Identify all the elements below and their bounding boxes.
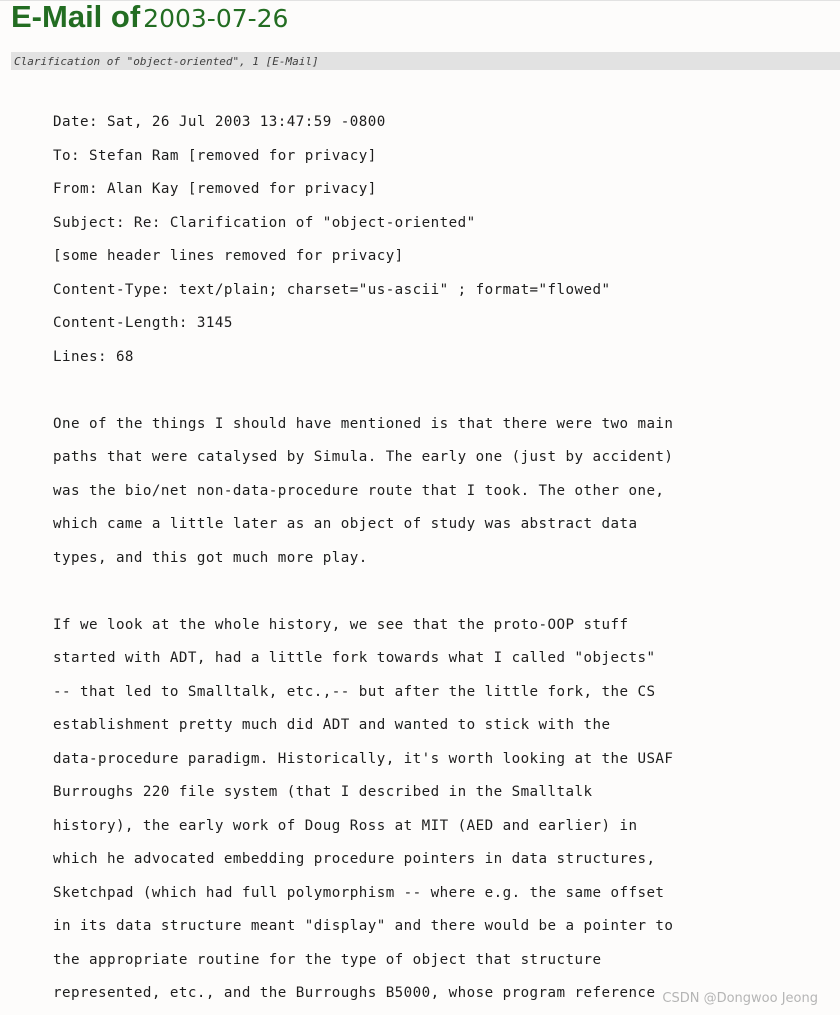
page-title-date: 2003-07-26 <box>143 4 289 33</box>
body-line: One of the things I should have mentioned is that there were two main <box>53 415 674 432</box>
body-line: Burroughs 220 file system (that I described in the Smalltalk <box>53 784 593 800</box>
body-line: data-procedure paradigm. Historically, it's worth looking at the USAF <box>53 750 674 767</box>
body-line: paths that were catalysed by Simula. The early one (just by accident) <box>53 449 674 465</box>
body-line: the appropriate routine for the type of object that structure <box>53 951 602 968</box>
body-line: If we look at the whole history, we see that the proto-OOP stuff <box>53 616 629 633</box>
email-headers <box>53 106 813 374</box>
header-lines: Lines: 68 <box>53 348 134 365</box>
header-date: Date: Sat, 26 Jul 2003 13:47:59 -0800 <box>53 114 386 130</box>
body-line: history), the early work of Doug Ross at MIT (AED and earlier) in <box>53 817 638 834</box>
page-title <box>11 0 288 34</box>
body-line: types, and this got much more play. <box>53 549 368 566</box>
body-line: represented, etc., and the Burroughs B5000, whose program reference <box>53 985 656 1001</box>
body-line: establishment pretty much did ADT and wanted to stick with the <box>53 717 611 733</box>
header-content-length: Content-Length: 3145 <box>53 315 233 331</box>
header-content-type: Content-Type: text/plain; charset="us-ascii" ; format="flowed" <box>53 281 611 298</box>
subtitle-bar <box>11 52 840 70</box>
blank-line <box>53 374 813 408</box>
body-line: in its data structure meant "display" and there would be a pointer to <box>53 918 674 934</box>
page-title-main: E-Mail of <box>11 0 141 34</box>
body-line: Sketchpad (which had full polymorphism -- where e.g. the same offset <box>53 884 665 901</box>
body-line: which came a little later as an object of study was abstract data <box>53 516 638 532</box>
body-line: -- that led to Smalltalk, etc.,-- but after the little fork, the CS <box>53 683 656 700</box>
body-line: which he advocated embedding procedure pointers in data structures, <box>53 851 656 867</box>
subtitle-text: Clarification of "object-oriented", 1 [E-Mail] <box>14 55 319 68</box>
header-to: To: Stefan Ram [removed for privacy] <box>53 147 377 164</box>
watermark: CSDN @Dongwoo Jeong <box>662 988 818 1010</box>
body-line: started with ADT, had a little fork towards what I called "objects" <box>53 650 656 666</box>
header-from: From: Alan Kay [removed for privacy] <box>53 181 377 197</box>
paragraph <box>53 408 813 576</box>
blank-line <box>53 575 813 609</box>
header-subject: Subject: Re: Clarification of "object-oriented" <box>53 214 476 231</box>
email-body <box>53 106 813 1011</box>
header-removed-note: [some header lines removed for privacy] <box>53 248 404 264</box>
body-line: was the bio/net non-data-procedure route that I took. The other one, <box>53 482 665 499</box>
paragraph <box>53 609 813 1011</box>
